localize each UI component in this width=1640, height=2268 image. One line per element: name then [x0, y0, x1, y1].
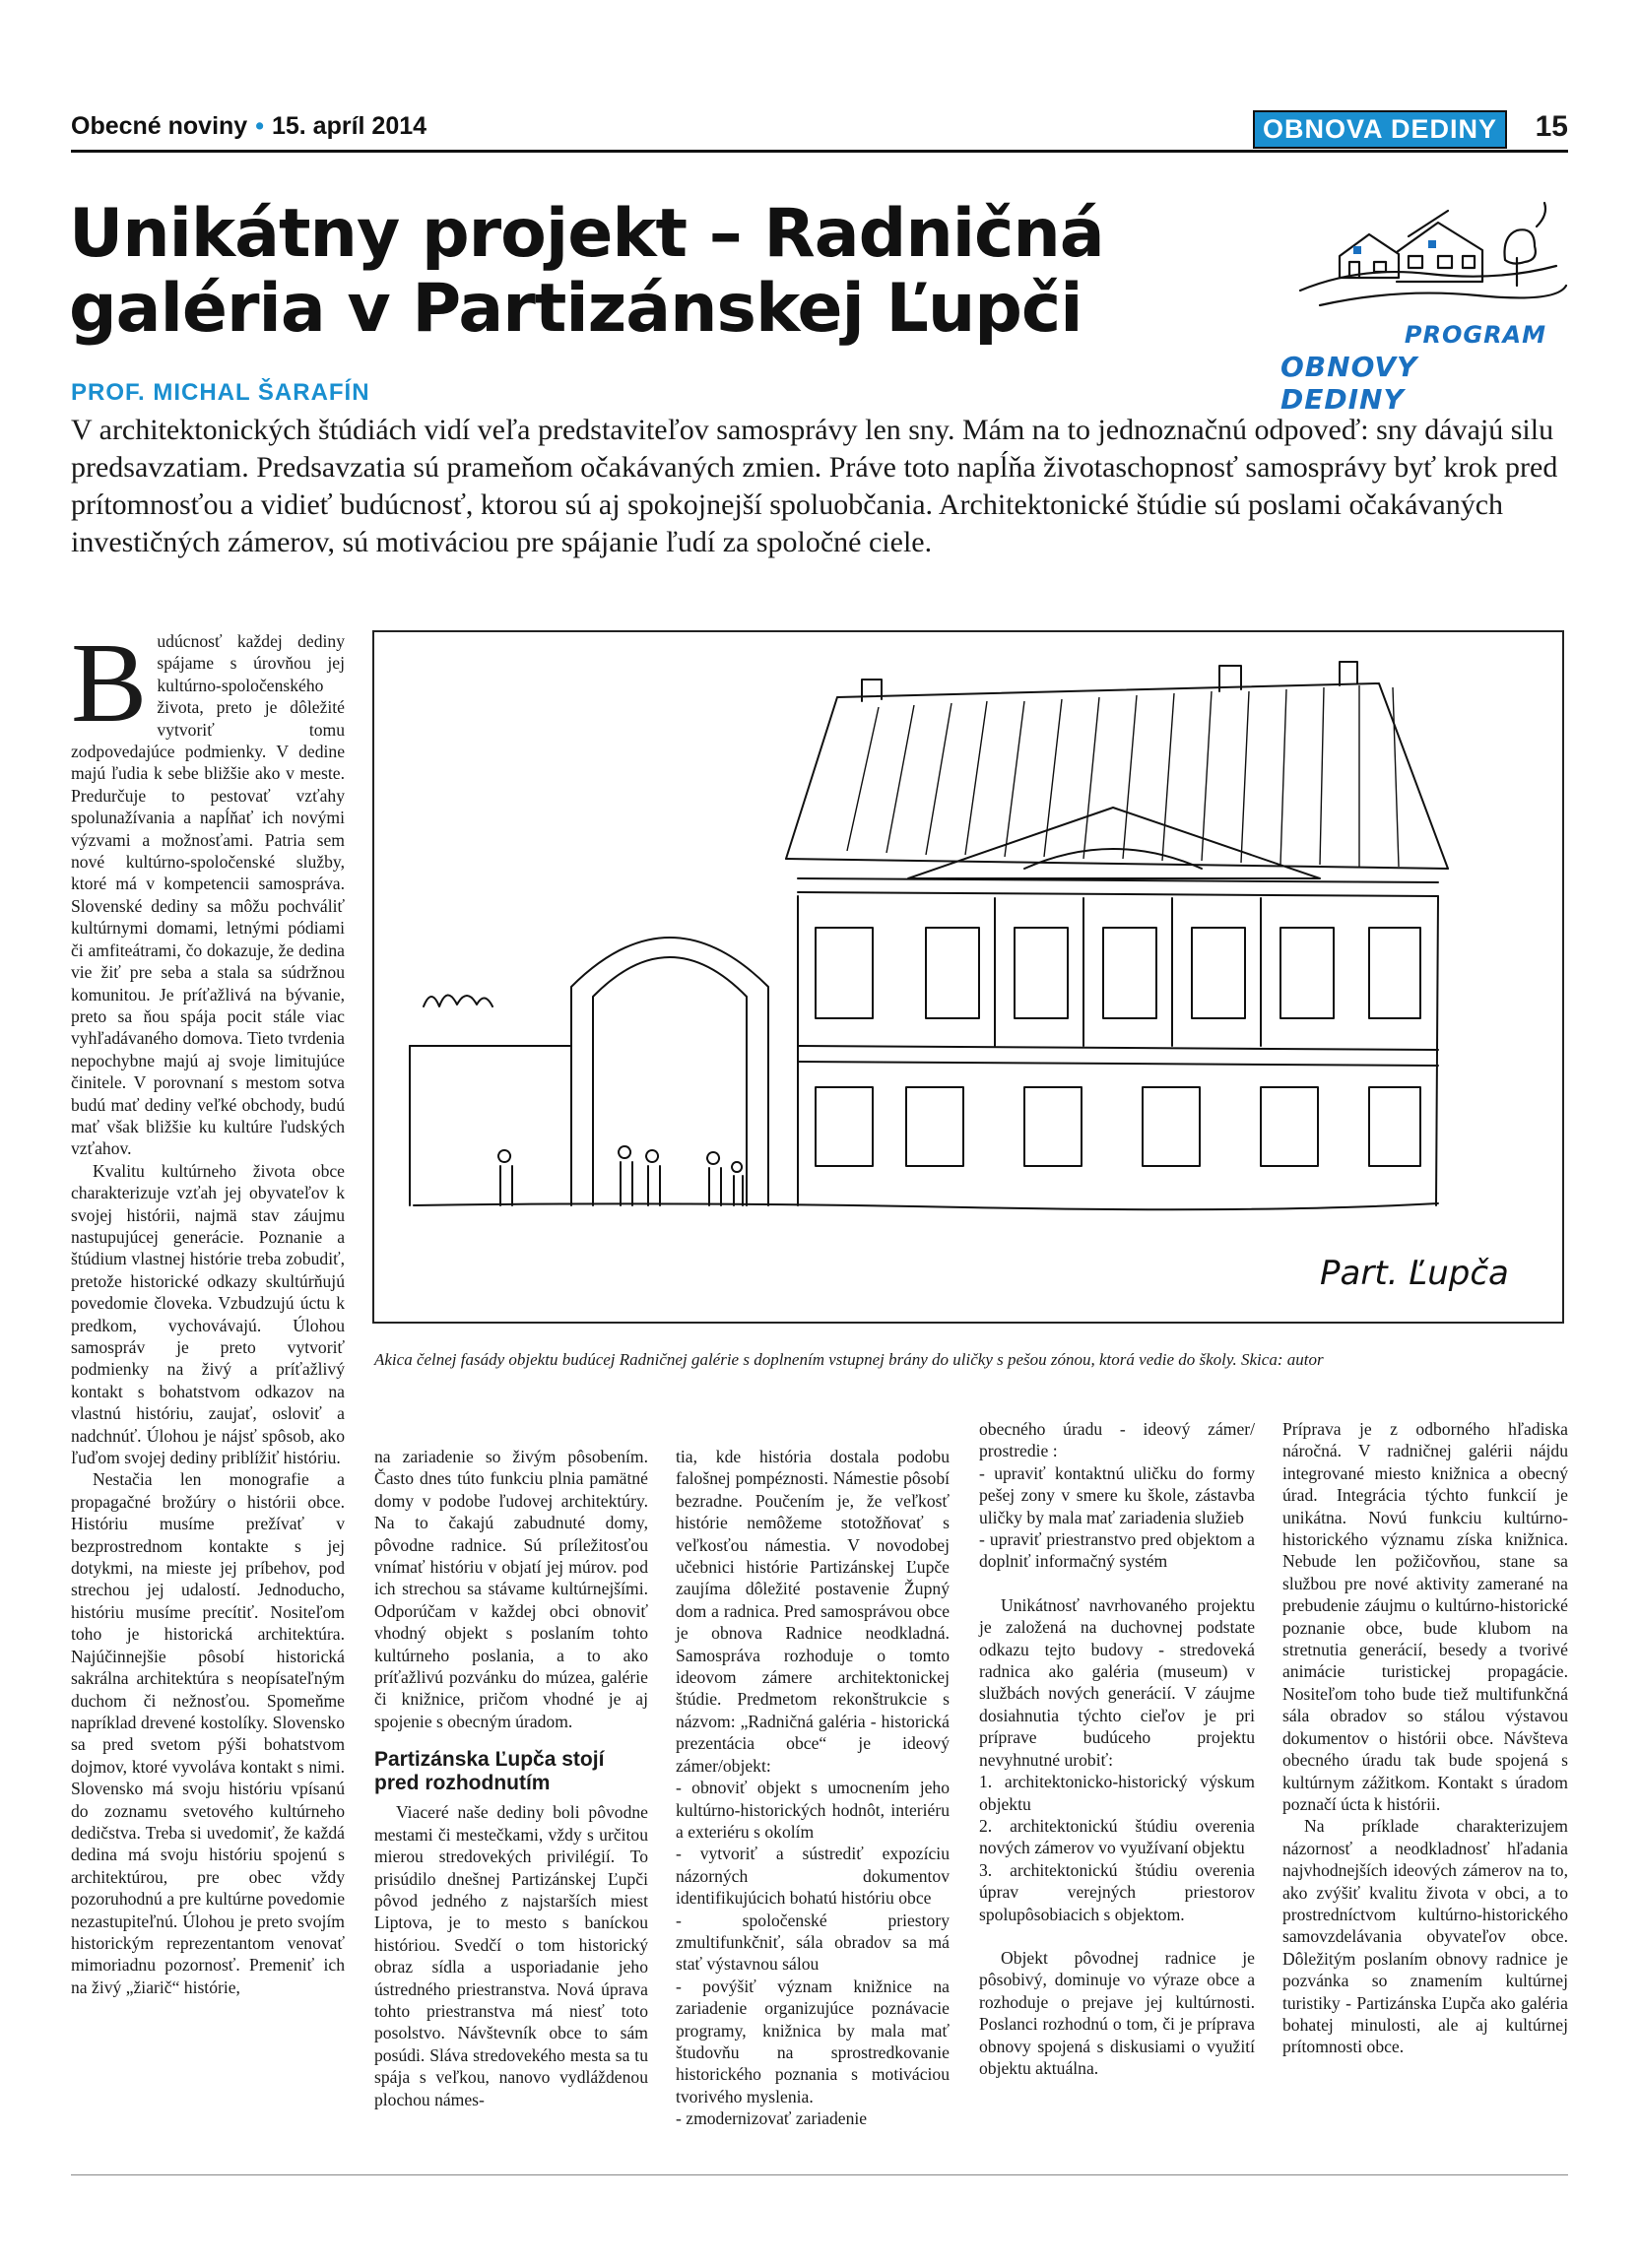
article-author: PROF. MICHAL ŠARAFÍN [71, 379, 370, 406]
logo-text-obnovy-dediny: OBNOVY DEDINY [1280, 351, 1418, 416]
logo-text-program: PROGRAM [1404, 321, 1546, 349]
paragraph: obecného úradu - ideový zámer/ prostredie : [979, 1419, 1255, 1461]
list-item: - upraviť priestranstvo pred objektom a doplniť informačný systém [979, 1529, 1255, 1572]
program-logo [1280, 197, 1576, 416]
headline-line-1: Unikátny projekt – Radničná [69, 195, 1104, 273]
intro-paragraph [71, 620, 345, 1160]
paragraph: tia, kde história dostala podobu falošnej pompéznosti. Námestie pôsobí bezradne. Poučením je, že veľkosť histórie nemôžeme stotožňovať s veľkosťou námestia. V novodobej učebnici histórie Partizánskej Ľupče zaujíma dôležité postavenie Župný dom a radnica. Pred samosprávou obce je obnova Radnice neodkladná. Samospráva rozhoduje o tomto ideovom zámere architektonickej štúdie. Predmetom rekonštrukcie s názvom: „Radničná galéria - historická prezentácia obce“ je ideový zámer/objekt: [676, 1447, 950, 1776]
paragraph: Príprava je z odborného hľadiska náročná. V radničnej galérii nájdu integrované miesto knižnica a obecný úrad. Integrácia týchto funkcií je unikátna. Novú funkciu kultúrno-historického významu získa knižnica. Nebude len požičovňou, stane sa službou pre nové aktivity zamerané na prebudenie záujmu o kultúrno-historické poznanie obce, bude klubom na stretnutia generácií, besedy a tvorivé animácie turistickej propagácie. Nositeľom toho bude tiež multifunkčná sála obradov so stálou výstavou dokumentov o histórii obce. Návšteva obecného úradu tak bude spojená s kultúrnym zážitkom. Kontakt s úradom poznačí úcta k histórii. [1282, 1419, 1568, 1814]
list-item: - obnoviť objekt s umocnením jeho kultúrno-historických hodnôt, interiéru a exteriéru s okolím [676, 1778, 950, 1842]
paragraph: Viaceré naše dediny boli pôvodne mestami či mestečkami, vždy s určitou mierou stredovekých privilégií. To prisúdilo dnešnej Partizánskej Ľupči pôvod jedného z najstarších miest Liptova, je to mesto s baníckou históriou. Svedčí o tom historický obraz sídla a usporiadanie jeho ústredného priestranstva. Nová úprava tohto priestranstva má niesť toto posolstvo. Návštevník obce to sám posúdi. Sláva stredovekého mesta sa tu spája s veľkou, nanovo vydláždenou plochou námes- [374, 1802, 648, 2109]
drop-cap: B [71, 620, 148, 746]
list-item: 2. architektonickú štúdiu overenia nových zámerov vo využívaní objektu [979, 1815, 1255, 1858]
paragraph: Na príklade charakterizujem názornosť a neodkladnosť hľadania najvhodnejších ideových zámerov na to, ako zvýšiť kvalitu života v obci, a to prostredníctvom kultúrno-historického samovzdelávania obyvateľov obce. Dôležitým poslaním obnovy radnice je pozvánka so znamením kultúrnej turistiky - Partizánska Ľupča ako galéria bohatej minulosti, ale aj kultúrnej prítomnosti obce. [1282, 1816, 1568, 2057]
article-column-2 [374, 1446, 648, 2110]
article-column-5 [1282, 1418, 1568, 2058]
paragraph: Unikátnosť navrhovaného projektu je založená na duchovnej podstate odkazu tejto budovy - stredoveká radnica ako galéria (museum) v službách nových generácií. V záujme dosiahnutia týchto cieľov je pri príprave budúceho projektu nevyhnutné urobiť: [979, 1594, 1255, 1770]
list-item: - spoločenské priestory zmultifunkčniť, sála obradov sa má stať výstavnou sálou [676, 1910, 950, 1975]
section-subheading: Partizánska Ľupča stojí pred rozhodnutím [374, 1748, 605, 1795]
paragraph: Kvalitu kultúrneho života obce charakterizuje vzťah jej obyvateľov k svojej histórii, najmä stav záujmu nastupujúcej generácie. Poznanie a štúdium vlastnej histórie treba zobudiť, pretože historické odkazy skultúrňujú povedomie človeka. Vzbudzujú úctu k predkom, vychovávajú. Úlohou samospráv je preto vytvoriť podmienky na živý a príťažlivý kontakt s bohatstvom odkazov na vlastnú históriu, zaujať, osloviť a nadchnúť. Úlohou je nájsť spôsob, ako ľuďom svojej dediny priblížiť históriu. [71, 1160, 345, 1468]
intro-text: udúcnosť každej dediny spájame s úrovňou jej kultúrno-spoločenského života, preto je dôležité vytvoriť tomu zodpovedajúce podmienky. V dedine majú ľudia k sebe bližšie ako v meste. Predurčuje to pestovať vzťahy spolunažívania a napĺňať ich novými výzvami a možnosťami. Patria sem nové kultúrno-spoločenské služby, ktoré má v kompetencii samospráva. Slovenské dediny sa môžu pochváliť kultúrnymi domami, letnými pódiami či amfiteátrami, čo dokazuje, že dedina vie žiť pre seba a stala sa súdržnou komunitou. Je príťažlivá na bývanie, preto sa ňou spája pocit stále viac vyhľadávaného domova. Tieto tvrdenia nepochybne majú aj svoje limitujúce činitele. V porovnaní s mestom sotva budú mať dediny veľké obchody, budú mať však bližšie ku kultúre ľudských vzťahov. [71, 631, 345, 1159]
issue-date: 15. apríl 2014 [271, 112, 427, 140]
footer-rule [71, 2174, 1568, 2175]
list-item: - vytvoriť a sústrediť expozíciu názorných dokumentov identifikujúcich bohatú históriu obce [676, 1844, 950, 1909]
list-item: - upraviť kontaktnú uličku do formy pešej zony v smere ku škole, zástavba uličky by mala mať zariadenia služieb [979, 1462, 1255, 1527]
article-column-3 [676, 1446, 950, 2130]
section-label: OBNOVA DEDINY [1253, 110, 1507, 149]
list-item: - povýšiť význam knižnice na zariadenie organizujúce poznávacie programy, knižnica by mala mať študovňu na sprostredkovanie historického poznania s motiváciou tvorivého myslenia. [676, 1976, 950, 2106]
lead-paragraph: V architektonických štúdiách vidí veľa predstaviteľov samosprávy len sny. Mám na to jednoznačnú odpoveď: sny dávajú silu predsavzatiam. Predsavzatia sú prameňom očakávaných zmien. Práve toto napĺňa životaschopnosť samosprávy byť krok pred prítomnosťou a vidieť budúcnosť, ktorou sú aj spokojnejší spoluobčania. Architektonické štúdie sú poslami očakávaných investičných zámerov, sú motiváciou pre spájanie ľudí za spoločné ciele. [71, 414, 1558, 558]
header-rule [71, 150, 1568, 153]
publication-line [71, 112, 426, 141]
list-item: - zmodernizovať zariadenie [676, 2108, 868, 2129]
headline-line-2: galéria v Partizánskej Ľupči [69, 270, 1082, 348]
separator-dot: • [255, 112, 264, 140]
paragraph: Objekt pôvodnej radnice je pôsobivý, dominuje vo výraze obce a rozhoduje o prejave jej kultúrnosti. Poslanci rozhodnú o tom, či je príprava obnovy spojená s diskusiami o využití objektu aktuálna. [979, 1947, 1255, 2078]
publication-name: Obecné noviny [71, 112, 248, 140]
list-item: 1. architektonicko-historický výskum objektu [979, 1772, 1255, 1814]
article-column-4 [979, 1418, 1255, 2079]
paragraph: na zariadenie so živým pôsobením. Často dnes túto funkciu plnia pamätné domy v podobe ľudovej architektúry. Na to čakajú zabudnuté domy, pôvodne radnice. Sú príležitosťou vnímať históriu v objatí jej múrov. pod ich strechou sa stávame kultúrnejšími. Odporúčam v každej obci obnoviť vhodný objekt s poslaním tohto kultúrneho poslania, a to ako príťažlivú pozvánku do múzea, galérie či knižnice, pričom vhodné je aj spojenie s obecným úradom. [374, 1447, 648, 1731]
sketch-figure [372, 630, 1564, 1324]
village-logo-icon [1280, 197, 1576, 325]
page-header [71, 110, 1568, 154]
town-hall-sketch-image [374, 632, 1562, 1322]
article-headline [69, 197, 1251, 347]
sketch-signature: Part. Ľupča [1320, 1254, 1509, 1293]
page-number: 15 [1535, 110, 1568, 143]
paragraph-gap [979, 1573, 1255, 1594]
list-item: 3. architektonickú štúdiu overenia úprav verejných priestorov spolupôsobiacich s objektom. [979, 1859, 1255, 1924]
paragraph: Nestačia len monografie a propagačné brožúry o histórii obce. Históriu musíme prežívať v bezprostrednom kontakte s jej dotykmi, na mieste jej príbehov, pod strechou jej udalostí. Jednoducho, históriu musíme precítiť. Nositeľom toho je historická architektúra. Najúčinnejšie pôsobí historická sakrálna architektúra s neopísateľným duchom či nežnosťou. Spomeňme napríklad drevené kostolíky. Slovensko sa pred svetom pýši bohatstvom dojmov, ktoré vyvoláva kontakt s nimi. Slovensko má svoju históriu vpísanú do zoznamu svetového kultúrneho dedičstva. Treba si uvedomiť, že každá dedina má svoju históriu spojenú s architektúrou, pre obec vždy pozoruhodnú a pre kultúrne povedomie nezastupiteľnú. Úlohou je preto svojím historickým reprezentantom venovať mimoriadnu pozornosť. Premeniť ich na živý „žiarič“ histórie, [71, 1469, 345, 1997]
paragraph-gap [979, 1925, 1255, 1947]
article-column-1 [71, 620, 345, 1998]
figure-caption: Akica čelnej fasády objektu budúcej Radničnej galérie s doplnením vstupnej brány do uličky s pešou zónou, ktorá vedie do školy. Skica: autor [374, 1350, 1324, 1369]
